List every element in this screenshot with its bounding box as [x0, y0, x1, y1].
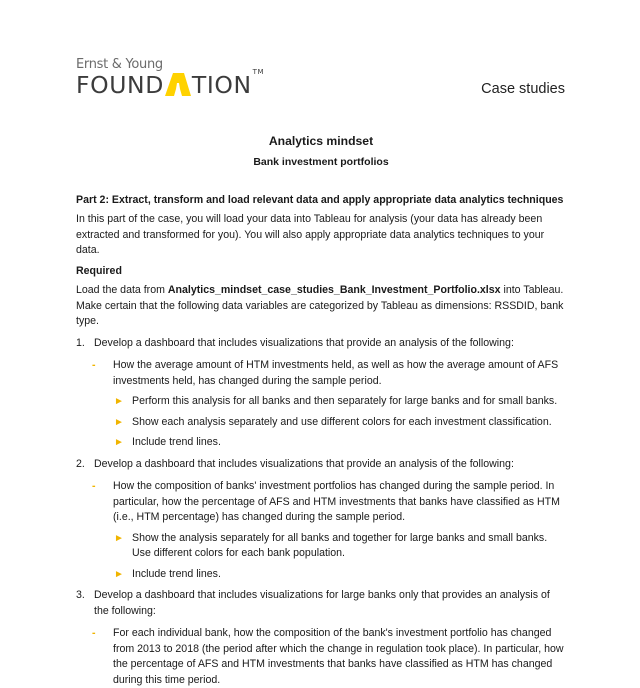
dash-text: How the average amount of HTM investments held, as well as how the average amount of AFS investments held, has changed during the sample period. [113, 359, 559, 387]
numbered-item-3 [76, 588, 566, 619]
document-body [76, 133, 566, 688]
item-text: Develop a dashboard that includes visualizations for large banks only that provides an analysis of the following: [94, 589, 550, 617]
bullet-text: Include trend lines. [132, 567, 221, 580]
item-number: 3. [76, 589, 85, 601]
part-heading: Part 2: Extract, transform and load relevant data and apply appropriate data analytics techniques [76, 193, 564, 206]
case-studies-label: Case studies [481, 81, 565, 97]
doc-subtitle: Bank investment portfolios [253, 156, 389, 168]
ey-foundation-logo [76, 58, 276, 98]
dash-bullet: - [92, 627, 96, 639]
intro-paragraph: In this part of the case, you will load your data into Tableau for analysis (your data has already been extracted and transformed for you). You will also apply appropriate data analytics techniques to your data. [76, 213, 545, 256]
arrow-right-icon: ► [114, 532, 124, 544]
item-number: 2. [76, 457, 85, 470]
arrow-bullet-item [76, 394, 566, 410]
dash-bullet: - [92, 359, 96, 371]
logo-yellow-a-icon [165, 73, 191, 96]
arrow-bullet-item [76, 531, 566, 562]
dash-item-3 [76, 626, 566, 688]
logo-foundation-part2: TION [191, 71, 252, 99]
load-filename: Analytics_mindset_case_studies_Bank_Investment_Portfolio.xlsx [167, 284, 501, 296]
item-number: 1. [76, 336, 85, 349]
numbered-item-1 [76, 336, 566, 352]
arrow-right-icon: ► [114, 568, 124, 580]
doc-title: Analytics mindset [268, 134, 374, 148]
arrow-right-icon: ► [114, 396, 124, 407]
load-paragraph [76, 283, 566, 330]
item-text: Develop a dashboard that includes visualizations that provide an analysis of the following: [94, 336, 514, 349]
required-heading: Required [76, 264, 122, 277]
arrow-right-icon: ► [114, 416, 124, 428]
arrow-right-icon: ► [114, 437, 124, 448]
item-text: Develop a dashboard that includes visualizations that provide an analysis of the following: [94, 457, 514, 470]
dash-text: How the composition of banks' investment portfolios has changed during the sample period. In particular, how the percentage of AFS and HTM investments that banks have classified as HTM (i.e., HTM percentage) has changed during the sample period. [113, 480, 560, 523]
dash-text: For each individual bank, how the composition of the bank's investment portfolio has changed from 2013 to 2018 (the period after which the change in regulation took place). In particular, how the percentage of AFS and HTM investments that banks have classified as HTM has changed during this time period. [113, 627, 564, 686]
load-prefix: Load the data from [76, 284, 168, 296]
numbered-item-2 [76, 457, 566, 473]
logo-foundation-text [76, 68, 276, 99]
load-suffix: into Tableau. Make certain that the following data variables are categorized by Tableau as dimensions: RSSDID, bank type. [76, 284, 564, 327]
arrow-bullet-item [76, 567, 566, 583]
bullet-text: Show the analysis separately for all banks and together for large banks and small banks. Use different colors for each bank population. [132, 531, 548, 559]
logo-trademark: TM [252, 68, 265, 76]
dash-item-1 [76, 358, 566, 389]
logo-ernst-young-text: Ernst & Young [76, 57, 163, 72]
arrow-bullet-item [76, 415, 566, 431]
logo-foundation-part1: FOUND [76, 71, 164, 99]
arrow-bullet-item [76, 435, 566, 451]
dash-bullet: - [92, 480, 96, 492]
bullet-text: Include trend lines. [132, 436, 221, 448]
bullet-text: Perform this analysis for all banks and then separately for large banks and for small banks. [132, 395, 558, 407]
dash-item-2 [76, 479, 566, 526]
bullet-text: Show each analysis separately and use different colors for each investment classification. [132, 415, 552, 428]
